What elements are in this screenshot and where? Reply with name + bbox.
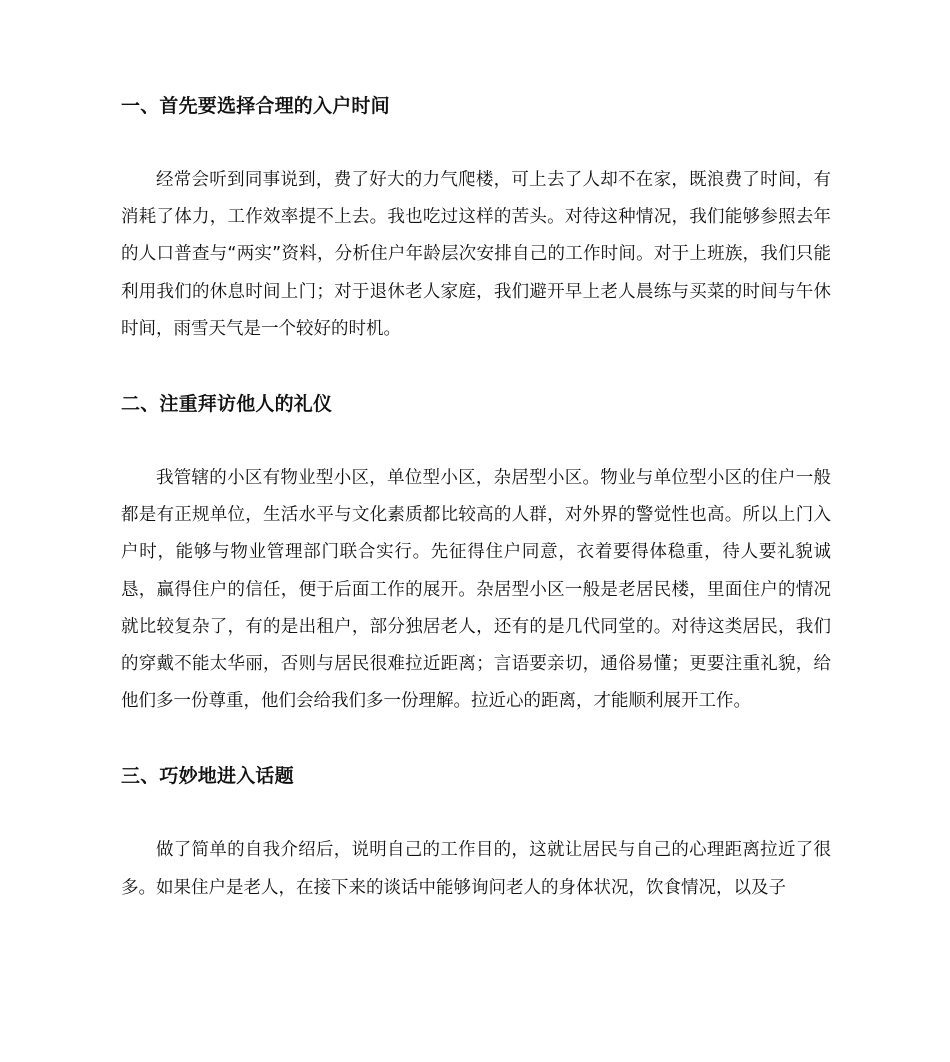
document-body: [121, 86, 831, 907]
section-heading-3: 三、巧妙地进入话题: [121, 765, 294, 788]
section-heading-1: 一、首先要选择合理的入户时间: [121, 95, 390, 117]
section-heading-2: 二、注重拜访他人的礼仪: [121, 393, 333, 416]
section-paragraph-2: 我管辖的小区有物业型小区，单位型小区，杂居型小区。物业与单位型小区的住户一般都是有正规单位，生活水平与文化素质都比较高的人群，对外界的警觉性也高。所以上门入户时，能够与物业管理部门联合实行。先征得住户同意，衣着要得体稳重，待人要礼貌诚恳，赢得住户的信任，便于后面工作的展开。杂居型小区一般是老居民楼，里面住户的情况就比较复杂了，有的是出租户，部分独居老人，还有的是几代同堂的。对待这类居民，我们的穿戴不能太华丽，否则与居民很难拉近距离；言语要亲切，通俗易懂；更要注重礼貌，给他们多一份尊重，他们会给我们多一份理解。拉近心的距离，才能顺利展开工作。: [121, 468, 831, 712]
section-paragraph-1: 经常会听到同事说到，费了好大的力气爬楼，可上去了人却不在家，既浪费了时间，有消耗了体力，工作效率提不上去。我也吃过这样的苦头。对待这种情况，我们能够参照去年的人口普查与“两实”资料，分析住户年龄层次安排自己的工作时间。对于上班族，我们只能利用我们的休息时间上门；对于退休老人家庭，我们避开早上老人晨练与买菜的时间与午休时间，雨雪天气是一个较好的时机。: [121, 170, 831, 339]
section-paragraph-3: 做了简单的自我介绍后，说明自己的工作目的，这就让居民与自己的心理距离拉近了很多。如果住户是老人，在接下来的谈话中能够询问老人的身体状况，饮食情况，以及子: [121, 840, 831, 898]
